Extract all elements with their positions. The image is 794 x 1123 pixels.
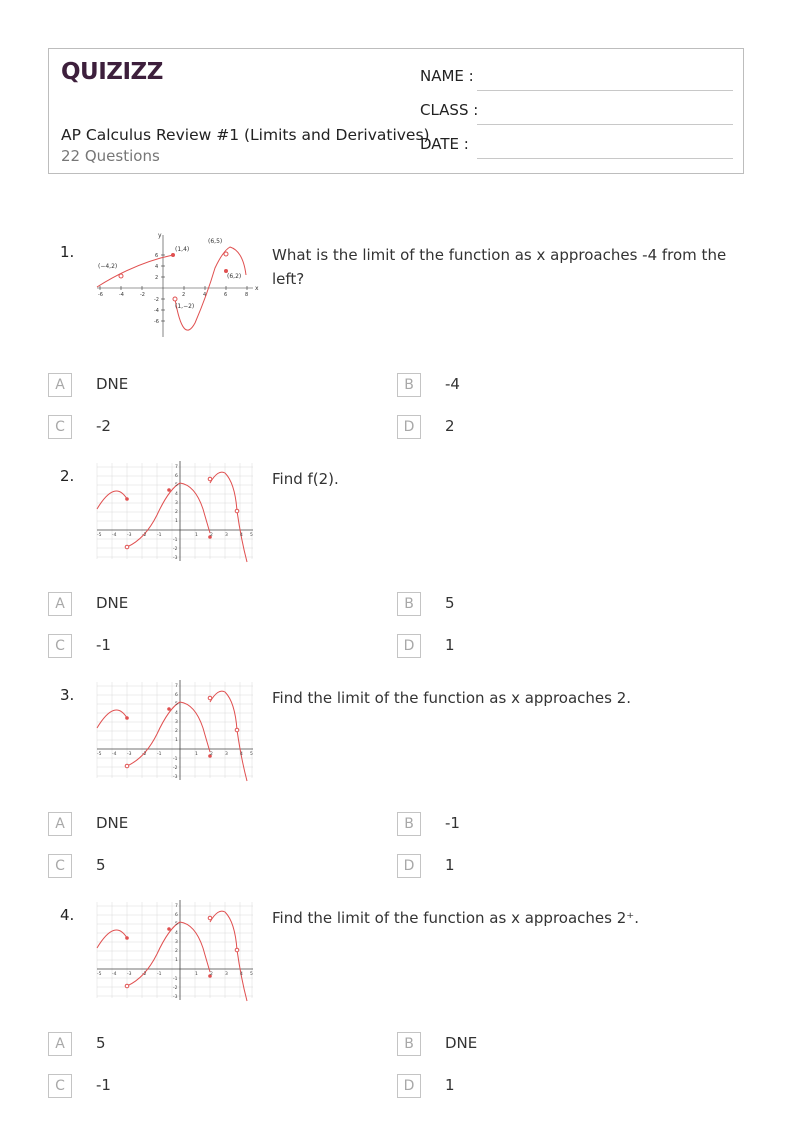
question-number: 4.: [60, 906, 75, 924]
tick-label: 6: [175, 474, 178, 479]
point-label: (1,4): [175, 246, 190, 253]
graph-3: [95, 678, 260, 788]
tick-label: -2: [142, 533, 147, 538]
question-number: 2.: [60, 467, 75, 485]
tick-label: -6: [154, 319, 159, 325]
tick-label: 5: [175, 922, 178, 927]
curve-right: [175, 247, 249, 330]
tick-label: 3: [175, 720, 178, 725]
option-letter: C: [48, 1074, 72, 1098]
closed-point: [171, 253, 175, 257]
tick-label: -4: [112, 972, 117, 977]
option-text: 2: [445, 417, 455, 435]
tick-label: 6: [224, 292, 228, 298]
tick-label: 4: [175, 492, 178, 497]
tick-label: 2: [155, 275, 159, 281]
tick-label: -3: [127, 752, 132, 757]
y-axis-label: y: [158, 233, 162, 239]
tick-label: -1: [157, 533, 162, 538]
tick-label: -2: [173, 547, 178, 552]
class-field[interactable]: [420, 101, 733, 125]
tick-label: 1: [195, 972, 198, 977]
open-point: [119, 274, 123, 278]
tick-label: -4: [154, 308, 159, 314]
point-label: (6,2): [227, 273, 242, 280]
tick-label: 5: [250, 752, 253, 757]
tick-label: -1: [173, 977, 178, 982]
option-letter: B: [397, 592, 421, 616]
tick-label: 6: [175, 913, 178, 918]
tick-label: 7: [175, 904, 178, 909]
tick-label: 4: [175, 931, 178, 936]
option-letter: A: [48, 1032, 72, 1056]
tick-label: 4: [203, 292, 207, 298]
tick-label: 3: [225, 752, 228, 757]
tick-label: 2: [182, 292, 186, 298]
question-count: 22 Questions: [61, 147, 160, 165]
tick-label: -2: [142, 972, 147, 977]
tick-label: 1: [175, 738, 178, 743]
option-letter: C: [48, 854, 72, 878]
point-label: (6,5): [208, 238, 223, 245]
tick-label: 5: [250, 972, 253, 977]
tick-label: 4: [155, 264, 159, 270]
tick-label: 2: [175, 729, 178, 734]
question-text: Find the limit of the function as x approaches 2⁺.: [272, 909, 639, 927]
option-text: 1: [445, 856, 455, 874]
date-field[interactable]: [420, 135, 733, 159]
option-text: DNE: [96, 594, 129, 612]
option-text: DNE: [96, 375, 129, 393]
tick-label: -2: [142, 752, 147, 757]
option-letter: D: [397, 1074, 421, 1098]
date-line[interactable]: [477, 158, 733, 159]
question-number: 1.: [60, 243, 75, 261]
option-text: 5: [96, 1034, 106, 1052]
option-text: 5: [445, 594, 455, 612]
open-point: [224, 252, 228, 256]
logo-text: QUIZIZZ: [61, 59, 163, 85]
tick-label: -6: [98, 292, 103, 298]
option-text: -4: [445, 375, 460, 393]
x-axis-label: x: [255, 285, 259, 292]
tick-label: 3: [225, 972, 228, 977]
tick-label: 5: [175, 483, 178, 488]
tick-label: 4: [240, 533, 243, 538]
option-text: DNE: [445, 1034, 478, 1052]
tick-label: 3: [225, 533, 228, 538]
name-field[interactable]: [420, 67, 733, 91]
tick-label: 2: [210, 972, 213, 977]
date-label: DATE :: [420, 135, 469, 153]
point-label: (−4,2): [98, 263, 118, 270]
tick-label: 4: [240, 972, 243, 977]
tick-label: 6: [155, 253, 159, 259]
tick-label: 1: [195, 752, 198, 757]
tick-label: 3: [175, 501, 178, 506]
tick-label: -3: [173, 775, 178, 780]
tick-label: -3: [127, 533, 132, 538]
option-text: DNE: [96, 814, 129, 832]
tick-label: -4: [112, 533, 117, 538]
option-letter: B: [397, 1032, 421, 1056]
quizizz-logo: [61, 59, 163, 85]
tick-label: 1: [175, 958, 178, 963]
tick-label: -3: [127, 972, 132, 977]
question-text: Find the limit of the function as x approaches 2.: [272, 689, 632, 707]
option-letter: D: [397, 634, 421, 658]
tick-label: -3: [173, 556, 178, 561]
option-text: -1: [96, 636, 111, 654]
option-text: -1: [445, 814, 460, 832]
tick-label: -4: [112, 752, 117, 757]
tick-label: 7: [175, 465, 178, 470]
tick-label: -2: [173, 986, 178, 991]
option-text: -2: [96, 417, 111, 435]
question-text: What is the limit of the function as x approaches -4 from the left?: [272, 246, 727, 288]
tick-label: -1: [173, 538, 178, 543]
tick-label: 1: [195, 533, 198, 538]
tick-label: -3: [173, 995, 178, 1000]
tick-label: -1: [157, 752, 162, 757]
tick-label: 2: [175, 510, 178, 515]
tick-label: 1: [175, 519, 178, 524]
option-text: 1: [445, 636, 455, 654]
point-label: (1,−2): [175, 303, 195, 310]
option-letter: A: [48, 812, 72, 836]
option-letter: A: [48, 373, 72, 397]
tick-label: -2: [173, 766, 178, 771]
tick-label: -2: [154, 297, 159, 303]
class-line[interactable]: [477, 124, 733, 125]
tick-label: 4: [175, 711, 178, 716]
tick-label: -5: [97, 533, 102, 538]
graph-1: [95, 233, 260, 343]
tick-label: -1: [157, 972, 162, 977]
tick-label: 2: [210, 752, 213, 757]
option-letter: B: [397, 373, 421, 397]
question-text: Find f(2).: [272, 470, 339, 488]
tick-label: 4: [240, 752, 243, 757]
graph-2: [95, 459, 260, 569]
option-letter: C: [48, 415, 72, 439]
curve-left: [97, 255, 173, 287]
name-label: NAME :: [420, 67, 474, 85]
tick-label: 2: [175, 949, 178, 954]
graph-4: [95, 898, 260, 1008]
name-line[interactable]: [477, 90, 733, 91]
option-letter: D: [397, 415, 421, 439]
tick-label: 5: [175, 702, 178, 707]
tick-label: 3: [175, 940, 178, 945]
option-text: 1: [445, 1076, 455, 1094]
tick-label: 6: [175, 693, 178, 698]
option-letter: D: [397, 854, 421, 878]
tick-label: -5: [97, 972, 102, 977]
option-text: 5: [96, 856, 106, 874]
tick-label: -4: [119, 292, 124, 298]
option-letter: A: [48, 592, 72, 616]
tick-label: 7: [175, 684, 178, 689]
tick-label: -2: [140, 292, 145, 298]
class-label: CLASS :: [420, 101, 479, 119]
option-letter: C: [48, 634, 72, 658]
option-text: -1: [96, 1076, 111, 1094]
open-point: [173, 297, 177, 301]
worksheet-title: AP Calculus Review #1 (Limits and Derivatives): [61, 126, 430, 144]
tick-label: 2: [210, 533, 213, 538]
tick-label: -1: [173, 757, 178, 762]
tick-label: 8: [245, 292, 249, 298]
worksheet-header: [48, 48, 744, 174]
tick-label: 5: [250, 533, 253, 538]
tick-label: -5: [97, 752, 102, 757]
option-letter: B: [397, 812, 421, 836]
question-number: 3.: [60, 686, 75, 704]
